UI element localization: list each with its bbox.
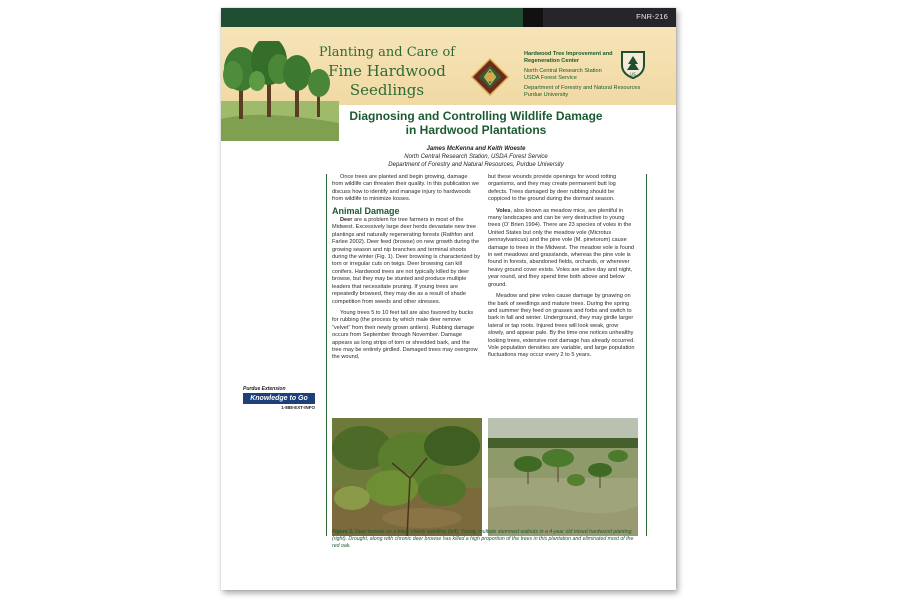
department: Department of Forestry and Natural Resources xyxy=(524,85,641,91)
deer-text: are a problem for tree farmers in most of the Midwest. Excessively large deer herds devastate new tree plantings and naturally regenerating forests (Rathfon and Farlee 2002). Deer feed (browse) on new growth during the growing season and nip branches and terminal shoots during the winter (Fig. 1). Deer browsing is characterized by torn or irregular cuts on twigs. Deer browsing can kill conifers. Hardwood trees are not typically killed by deer browse, but they may be stunted and produce multiple leaders that necessitate pruning. If young trees are repeatedly browsed, they may die as a result of shade competition from weeds and other stresses. xyxy=(332,217,480,305)
document-page xyxy=(221,8,676,590)
publication-series-title xyxy=(307,43,467,100)
forest-service: USDA Forest Service xyxy=(524,75,577,81)
deer-lead: Deer xyxy=(340,217,353,224)
affiliation-1: North Central Research Station, USDA Forest Service xyxy=(404,154,548,160)
authors: James McKenna and Keith Woeste xyxy=(426,146,526,152)
left-column-rule xyxy=(326,174,327,536)
right-column-rule xyxy=(646,174,647,536)
rubbing-paragraph: Young trees 5 to 10 feet tall are also favored by bucks for rubbing (the process by which male deer remove “velvet” from their newly grown antlers). Rubbing damage occurs from September through November. Damage appears as long strips of torn or shredded bark, and the tree may be entirely girdled. Damaged trees may overgrow the wound, xyxy=(332,309,478,361)
document-title-line-2: in Hardwood Plantations xyxy=(405,123,547,137)
figure-label: Figure 1. xyxy=(332,529,354,535)
series-title-line-2: Fine Hardwood xyxy=(328,62,446,80)
figure-caption-text: Deer browse on a black cherry seedling (left). Young, multiple stemmed walnuts in a 4-year old mixed hardwood planting (right). Drought, along with chronic deer browse has killed a high proportion of the trees in this plantation and eliminated most of the red oak. xyxy=(332,529,634,549)
voles-text: , also known as meadow mice, are plentiful in many landscapes and can be very destructive to young trees (O’ Brien 1994). There are 23 species of voles in the United States but only the meadow vole (Microtus pennsylvanicus) and the pine vole (M. pinetorum) cause damage to trees in the Midwest. The meadow vole is found in wet meadows and grasslands, whereas the pine vole is found in forests, abandoned fields, orchards, or wherever heavy ground cover exists. Voles are active day and night, year round, and they spend time both above and below ground. xyxy=(488,207,635,288)
usda-forest-service-shield-icon xyxy=(620,49,646,79)
header-banner xyxy=(221,27,676,105)
shield-label: US xyxy=(630,72,636,77)
top-bar xyxy=(221,8,676,27)
purdue-extension-logo xyxy=(243,386,315,410)
research-station: North Central Research Station xyxy=(524,68,602,74)
extension-phone: 1-888-EXT-INFO xyxy=(281,405,315,410)
text-column-left xyxy=(332,174,480,366)
document-title-line-1: Diagnosing and Controlling Wildlife Damage xyxy=(349,109,603,123)
publication-code: FNR-216 xyxy=(636,12,668,21)
figure-caption xyxy=(332,529,642,550)
center-name-line-1: Hardwood Tree Improvement and xyxy=(524,51,613,57)
voles-lead: Voles xyxy=(496,207,511,214)
intro-paragraph: Once trees are planted and begin growing, damage from wildlife can threaten their quality. In this publication we discuss how to identify and manage injury to hardwoods from wildlife to minimize losses. xyxy=(332,174,479,203)
vole-damage-paragraph: Meadow and pine voles cause damage by gnawing on the bark of seedlings and mature trees. During the spring and summer they feed on grasses and forbs and switch to bark in fall and winter. Underground, they may girdle larger lateral or tap roots. Injured trees will look weak, grow slowly, and appear pale. By the time one notices unhealthy looking trees, extensive root damage has already occurred. Vole population densities are variable, and large population fluctuations may occur every 2 to 5 years. xyxy=(488,293,635,359)
photo-walnut-planting xyxy=(488,418,638,536)
document-title xyxy=(321,109,631,137)
photo-deer-browse-cherry xyxy=(332,418,482,536)
series-title-line-1: Planting and Care of xyxy=(318,45,456,60)
knowledge-to-go-badge: Knowledge to Go xyxy=(243,393,315,404)
section-heading-animal-damage: Animal Damage xyxy=(332,205,400,216)
affiliation-2: Department of Forestry and Natural Resources, Purdue University xyxy=(388,162,564,168)
extension-label: Purdue Extension xyxy=(243,386,286,392)
authors-block xyxy=(321,145,631,169)
deer-paragraph xyxy=(332,217,480,306)
wounds-paragraph: but these wounds provide openings for wood rotting organisms, and they may create permanent butt log defects. Trees damaged by deer rubbing should be coppiced to the ground during the dormant season. xyxy=(488,174,617,203)
university: Purdue University xyxy=(524,92,569,98)
series-title-line-3: Seedlings xyxy=(349,81,425,99)
htirc-logo-icon xyxy=(471,58,509,96)
center-name-line-2: Regeneration Center xyxy=(524,58,580,64)
voles-paragraph xyxy=(488,208,636,289)
text-column-right xyxy=(488,174,636,364)
